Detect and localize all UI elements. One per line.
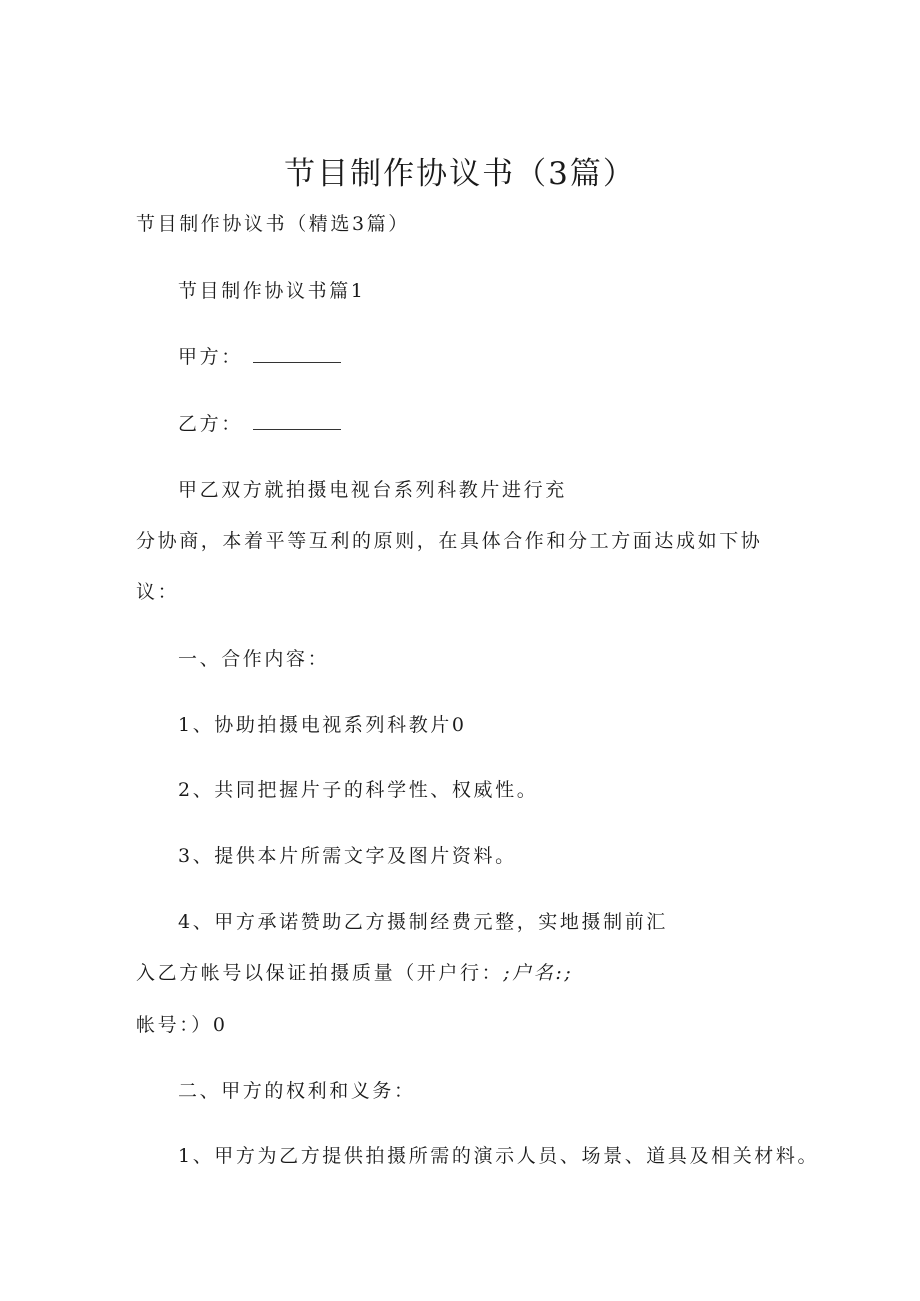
party-a-line [178, 343, 341, 371]
item-3: 3、提供本片所需文字及图片资料。 [178, 845, 517, 867]
party-b-line [178, 410, 341, 438]
item-4-line-2 [136, 959, 573, 987]
item-4-line-2b: ;户名:; [503, 962, 574, 984]
item-4-line-2a: 入乙方帐号以保证拍摄质量（开户行： [136, 962, 504, 984]
document-subtitle: 节目制作协议书（精选3篇） [136, 213, 410, 235]
item-4-line-1: 4、甲方承诺赞助乙方摄制经费元整，实地摄制前汇 [178, 911, 668, 933]
party-a-label: 甲方： [178, 346, 243, 368]
party-b-label: 乙方： [178, 413, 243, 435]
party-b-blank [253, 415, 341, 430]
intro-line-3: 议： [136, 581, 180, 603]
item-4-line-3: 帐号：）0 [136, 1014, 228, 1036]
item-2: 2、共同把握片子的科学性、权威性。 [178, 779, 539, 801]
document-title: 节目制作协议书（3篇） [284, 156, 636, 192]
section1-heading: 一、合作内容： [178, 648, 330, 670]
section2-item-1: 1、甲方为乙方提供拍摄所需的演示人员、场景、道具及相关材料。 [178, 1145, 820, 1167]
item-1: 1、协助拍摄电视系列科教片0 [178, 714, 467, 736]
section-heading: 节目制作协议书篇1 [178, 280, 366, 302]
intro-line-2: 分协商，本着平等互利的原则，在具体合作和分工方面达成如下协 [136, 530, 763, 552]
party-a-blank [253, 348, 341, 363]
section2-heading: 二、甲方的权利和义务： [178, 1080, 416, 1102]
intro-line-1: 甲乙双方就拍摄电视台系列科教片进行充 [178, 479, 567, 501]
